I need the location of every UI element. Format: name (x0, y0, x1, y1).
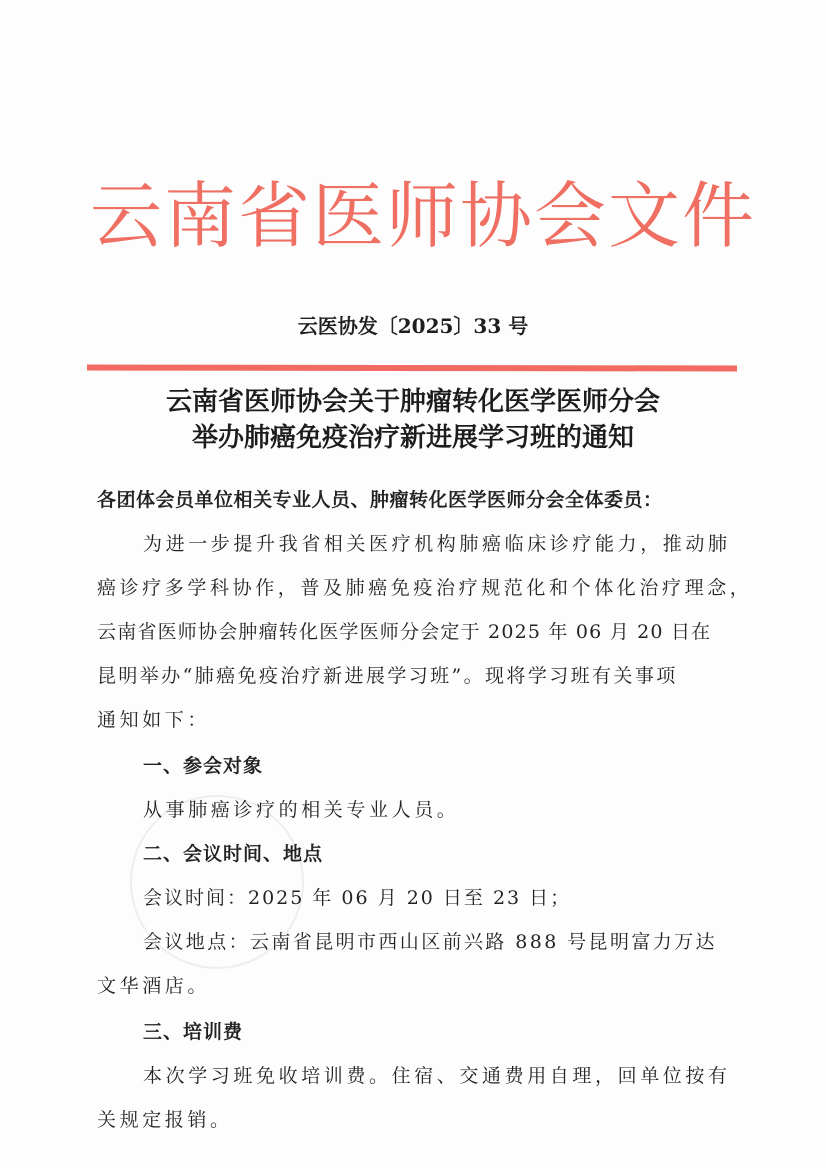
salutation: 各团体会员单位相关专业人员、肿瘤转化医学医师分会全体委员： (97, 489, 663, 511)
section-fees-line-2: 关规定报销。 (97, 1109, 233, 1131)
intro-line-4: 昆明举办“肺癌免疫治疗新进展学习班”。现将学习班有关事项 (97, 665, 678, 687)
section-fees-line-1: 本次学习班免收培训费。住宿、交通费用自理，回单位按有 (143, 1065, 731, 1087)
document-number: 云医协发〔2025〕33 号 (297, 314, 529, 338)
section-place-line: 会议地点：云南省昆明市西山区前兴路 888 号昆明富力万达 (143, 931, 717, 953)
section-attendees-line-1: 从事肺癌诊疗的相关专业人员。 (143, 799, 460, 821)
notice-title (60, 384, 766, 456)
intro-line-5: 通知如下： (97, 709, 211, 731)
section-heading-attendees: 一、参会对象 (143, 755, 264, 777)
section-time-line: 会议时间：2025 年 06 月 20 日至 23 日； (143, 887, 572, 909)
notice-title-line-1: 云南省医师协会关于肿瘤转化医学医师分会 (165, 387, 660, 417)
masthead-title: 云南省医师协会文件 (90, 174, 757, 258)
section-heading-fees: 三、培训费 (143, 1021, 244, 1043)
intro-line-3: 云南省医师协会肿瘤转化医学医师分会定于 2025 年 06 月 20 日在 (97, 621, 712, 643)
red-divider-rule (87, 365, 737, 372)
intro-line-2: 癌诊疗多学科协作，普及肺癌免疫治疗规范化和个体化治疗理念， (97, 577, 753, 599)
intro-line-1: 为进一步提升我省相关医疗机构肺癌临床诊疗能力，推动肺 (143, 533, 731, 555)
section-place-line-cont: 文华酒店。 (97, 975, 211, 997)
section-heading-time-place: 二、会议时间、地点 (143, 843, 324, 865)
notice-title-line-2: 举办肺癌免疫治疗新进展学习班的通知 (191, 423, 634, 453)
